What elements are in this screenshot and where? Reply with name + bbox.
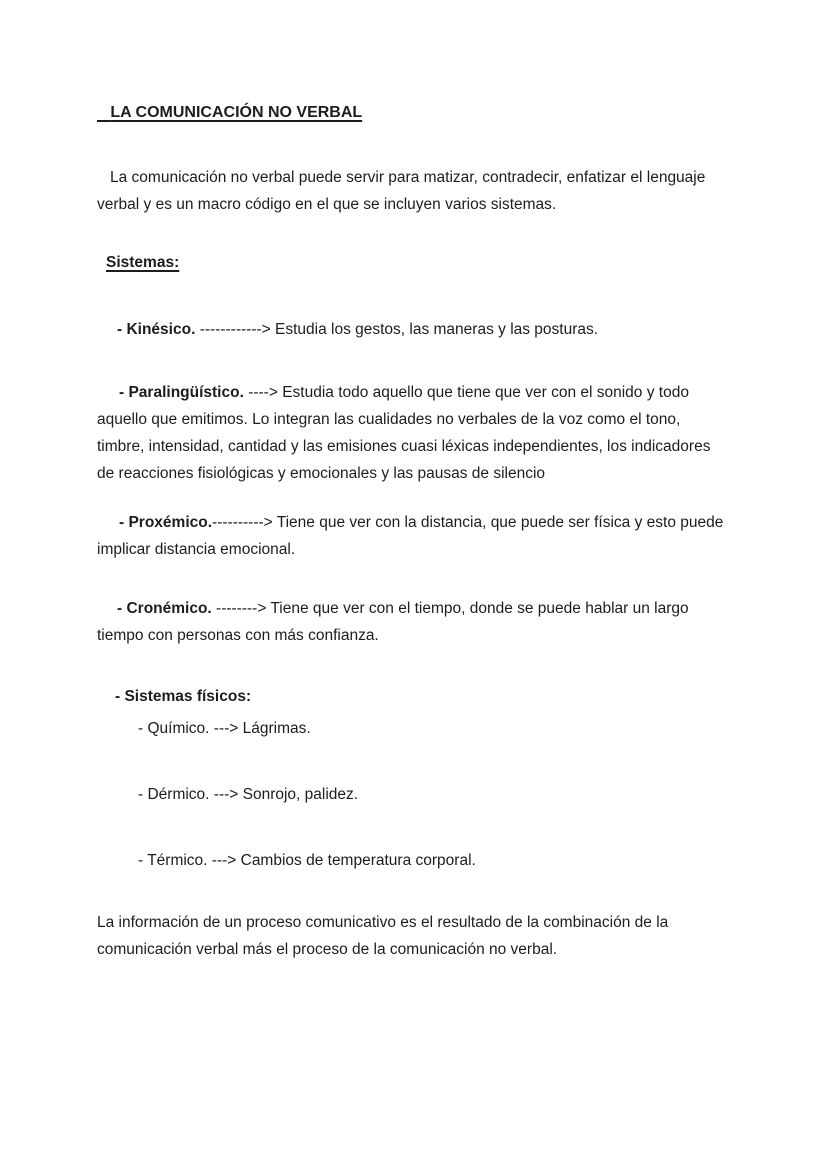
system-description: ------------> Estudia los gestos, las maneras y las posturas. — [195, 321, 599, 338]
system-name: - Paralingüístico. — [119, 384, 244, 401]
system-item-cronemico — [97, 595, 730, 649]
system-name: - Proxémico. — [119, 514, 213, 531]
system-description: ----------> Tiene que ver con la distancia, que puede ser física y esto puede implicar distancia emocional. — [97, 514, 724, 558]
physical-systems-heading: - Sistemas físicos: — [115, 688, 252, 705]
system-item-kinesico — [97, 316, 730, 343]
system-item-proxemico — [97, 509, 730, 563]
physical-system-item-dermico: - Dérmico. ---> Sonrojo, palidez. — [138, 786, 359, 803]
system-description: --------> Tiene que ver con el tiempo, donde se puede hablar un largo tiempo con personas con más confianza. — [97, 600, 689, 644]
systems-heading — [97, 249, 730, 276]
physical-system-item-termico: - Térmico. ---> Cambios de temperatura corporal. — [138, 852, 476, 869]
system-name: - Kinésico. — [117, 321, 196, 338]
system-description: ----> Estudia todo aquello que tiene que ver con el sonido y todo aquello que emitimos. Lo integran las cualidades no verbales de la voz como el tono, timbre, intensidad, cantidad y las emisiones cuasi léxicas independientes, los indicadores de reacciones fisiológicas y emocionales y las pausas de silencio — [97, 384, 711, 482]
systems-heading-text: Sistemas: — [106, 254, 180, 271]
closing-paragraph: La información de un proceso comunicativo es el resultado de la combinación de la comunicación verbal más el proceso de la comunicación no verbal. — [97, 914, 669, 958]
intro-paragraph: La comunicación no verbal puede servir para matizar, contradecir, enfatizar el lenguaje verbal y es un macro código en el que se incluyen varios sistemas. — [97, 169, 706, 213]
system-name: - Cronémico. — [117, 600, 212, 617]
system-item-paralinguistico — [97, 379, 730, 487]
document-title: LA COMUNICACIÓN NO VERBAL — [97, 104, 363, 121]
physical-system-item-quimico: - Químico. ---> Lágrimas. — [138, 720, 311, 737]
